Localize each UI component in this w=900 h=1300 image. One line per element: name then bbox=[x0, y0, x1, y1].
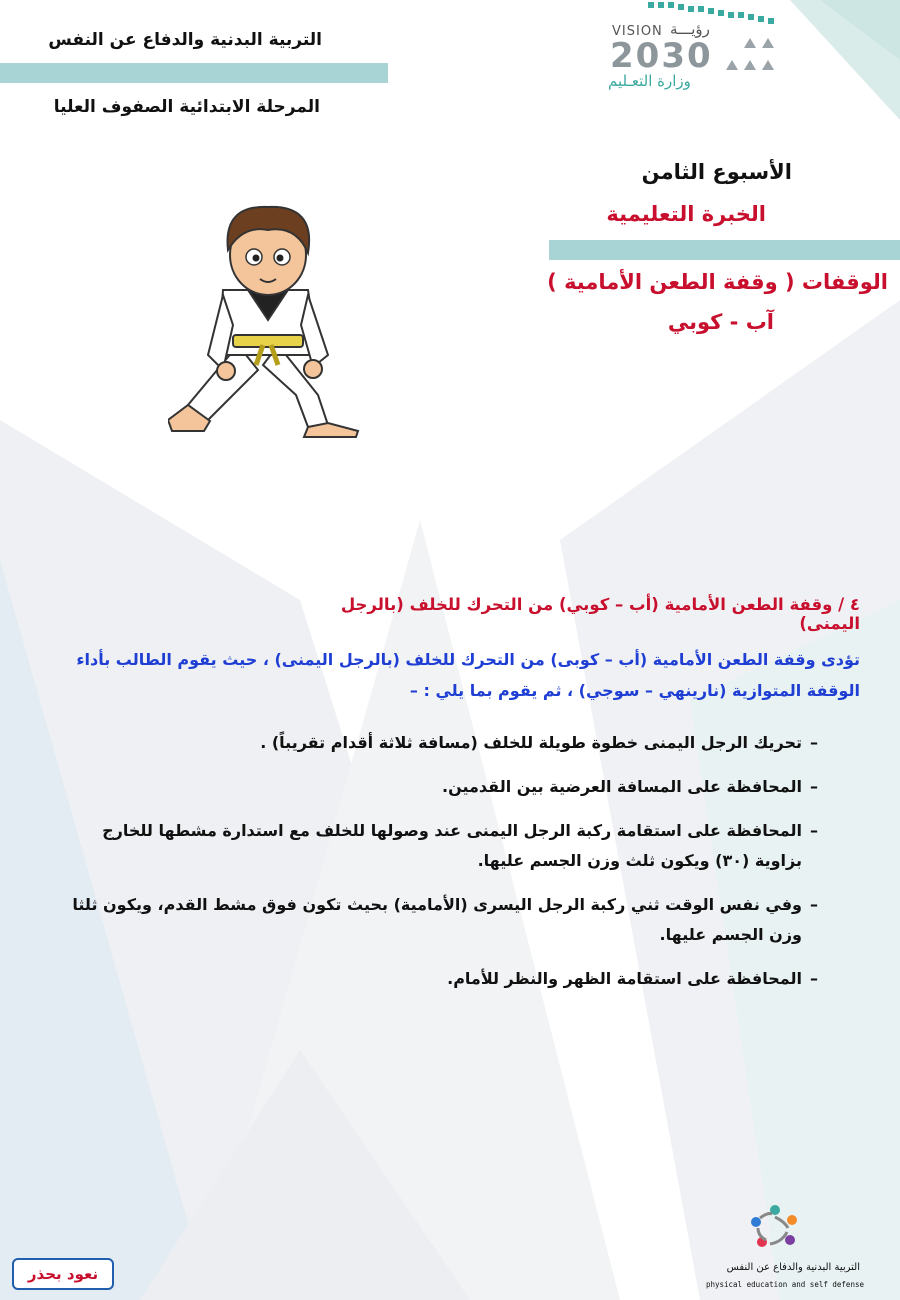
list-dash: – bbox=[810, 969, 818, 988]
people-circle-logo-icon bbox=[740, 1200, 810, 1260]
list-dash: – bbox=[810, 895, 818, 914]
list-item bbox=[60, 772, 818, 802]
vision-latin: VISION bbox=[612, 24, 663, 39]
list-item bbox=[60, 890, 818, 950]
step-text: المحافظة على استقامة ركبة الرجل اليمنى عند وصولها للخلف مع استدارة مشطها للخارج بزاوية (٣٠) ويكون ثلث وزن الجسم عليها. bbox=[102, 821, 802, 870]
experience-title: الخبرة التعليمية bbox=[606, 202, 766, 226]
stage-header: المرحلة الابتدائية الصفوف العليا bbox=[53, 97, 320, 117]
footer-logo bbox=[740, 1200, 810, 1260]
ministry-name: وزارة التعـليم bbox=[608, 72, 691, 90]
karate-boy-illustration bbox=[168, 195, 368, 440]
step-text: تحريك الرجل اليمنى خطوة طويلة للخلف (مسافة ثلاثة أقدام تقريباً) . bbox=[260, 733, 802, 752]
karate-boy-icon bbox=[168, 195, 368, 440]
week-title: الأسبوع الثامن bbox=[641, 160, 792, 184]
step-text: وفي نفس الوقت ثني ركبة الرجل اليسرى (الأمامية) بحيث تكون فوق مشط القدم، ويكون ثلثا وزن الجسم عليها. bbox=[72, 895, 802, 944]
stance-name: آب - كوبي bbox=[667, 310, 774, 334]
stance-title: الوقفات ( وقفة الطعن الأمامية ) bbox=[547, 270, 888, 294]
subject-header: التربية البدنية والدفاع عن النفس bbox=[48, 30, 322, 50]
list-dash: – bbox=[810, 777, 818, 796]
list-dash: – bbox=[810, 733, 818, 752]
vision-year: 2030 bbox=[610, 36, 713, 76]
header-accent-bar bbox=[0, 63, 388, 83]
step-text: المحافظة على استقامة الظهر والنظر للأمام. bbox=[447, 969, 802, 988]
vision-2030-logo bbox=[600, 0, 800, 100]
vision-arabic: رؤيـــة bbox=[670, 20, 710, 38]
title-accent-bar bbox=[549, 240, 900, 260]
list-item bbox=[60, 728, 818, 758]
footer-subject-ar: التربية البدنية والدفاع عن النفس bbox=[726, 1262, 860, 1273]
brand-badge: نعود بحذر bbox=[12, 1258, 114, 1290]
footer-subject-en: physical education and self defense bbox=[705, 1280, 864, 1289]
list-item bbox=[60, 964, 818, 994]
step-text: المحافظة على المسافة العرضية بين القدمين. bbox=[442, 777, 802, 796]
section-heading: ٤ / وقفة الطعن الأمامية (أب – كوبي) من التحرك للخلف (بالرجل اليمنى) bbox=[340, 595, 860, 633]
section-intro: تؤدى وقفة الطعن الأمامية (أب – كوبى) من التحرك للخلف (بالرجل اليمنى) ، حيث يقوم الطالب بأداء الوقفة المتوازية (نارينهي – سوجي) ، ثم يقوم بما يلي : – bbox=[76, 650, 860, 700]
list-item bbox=[60, 816, 818, 876]
steps-list bbox=[60, 728, 818, 1008]
list-dash: – bbox=[810, 821, 818, 840]
